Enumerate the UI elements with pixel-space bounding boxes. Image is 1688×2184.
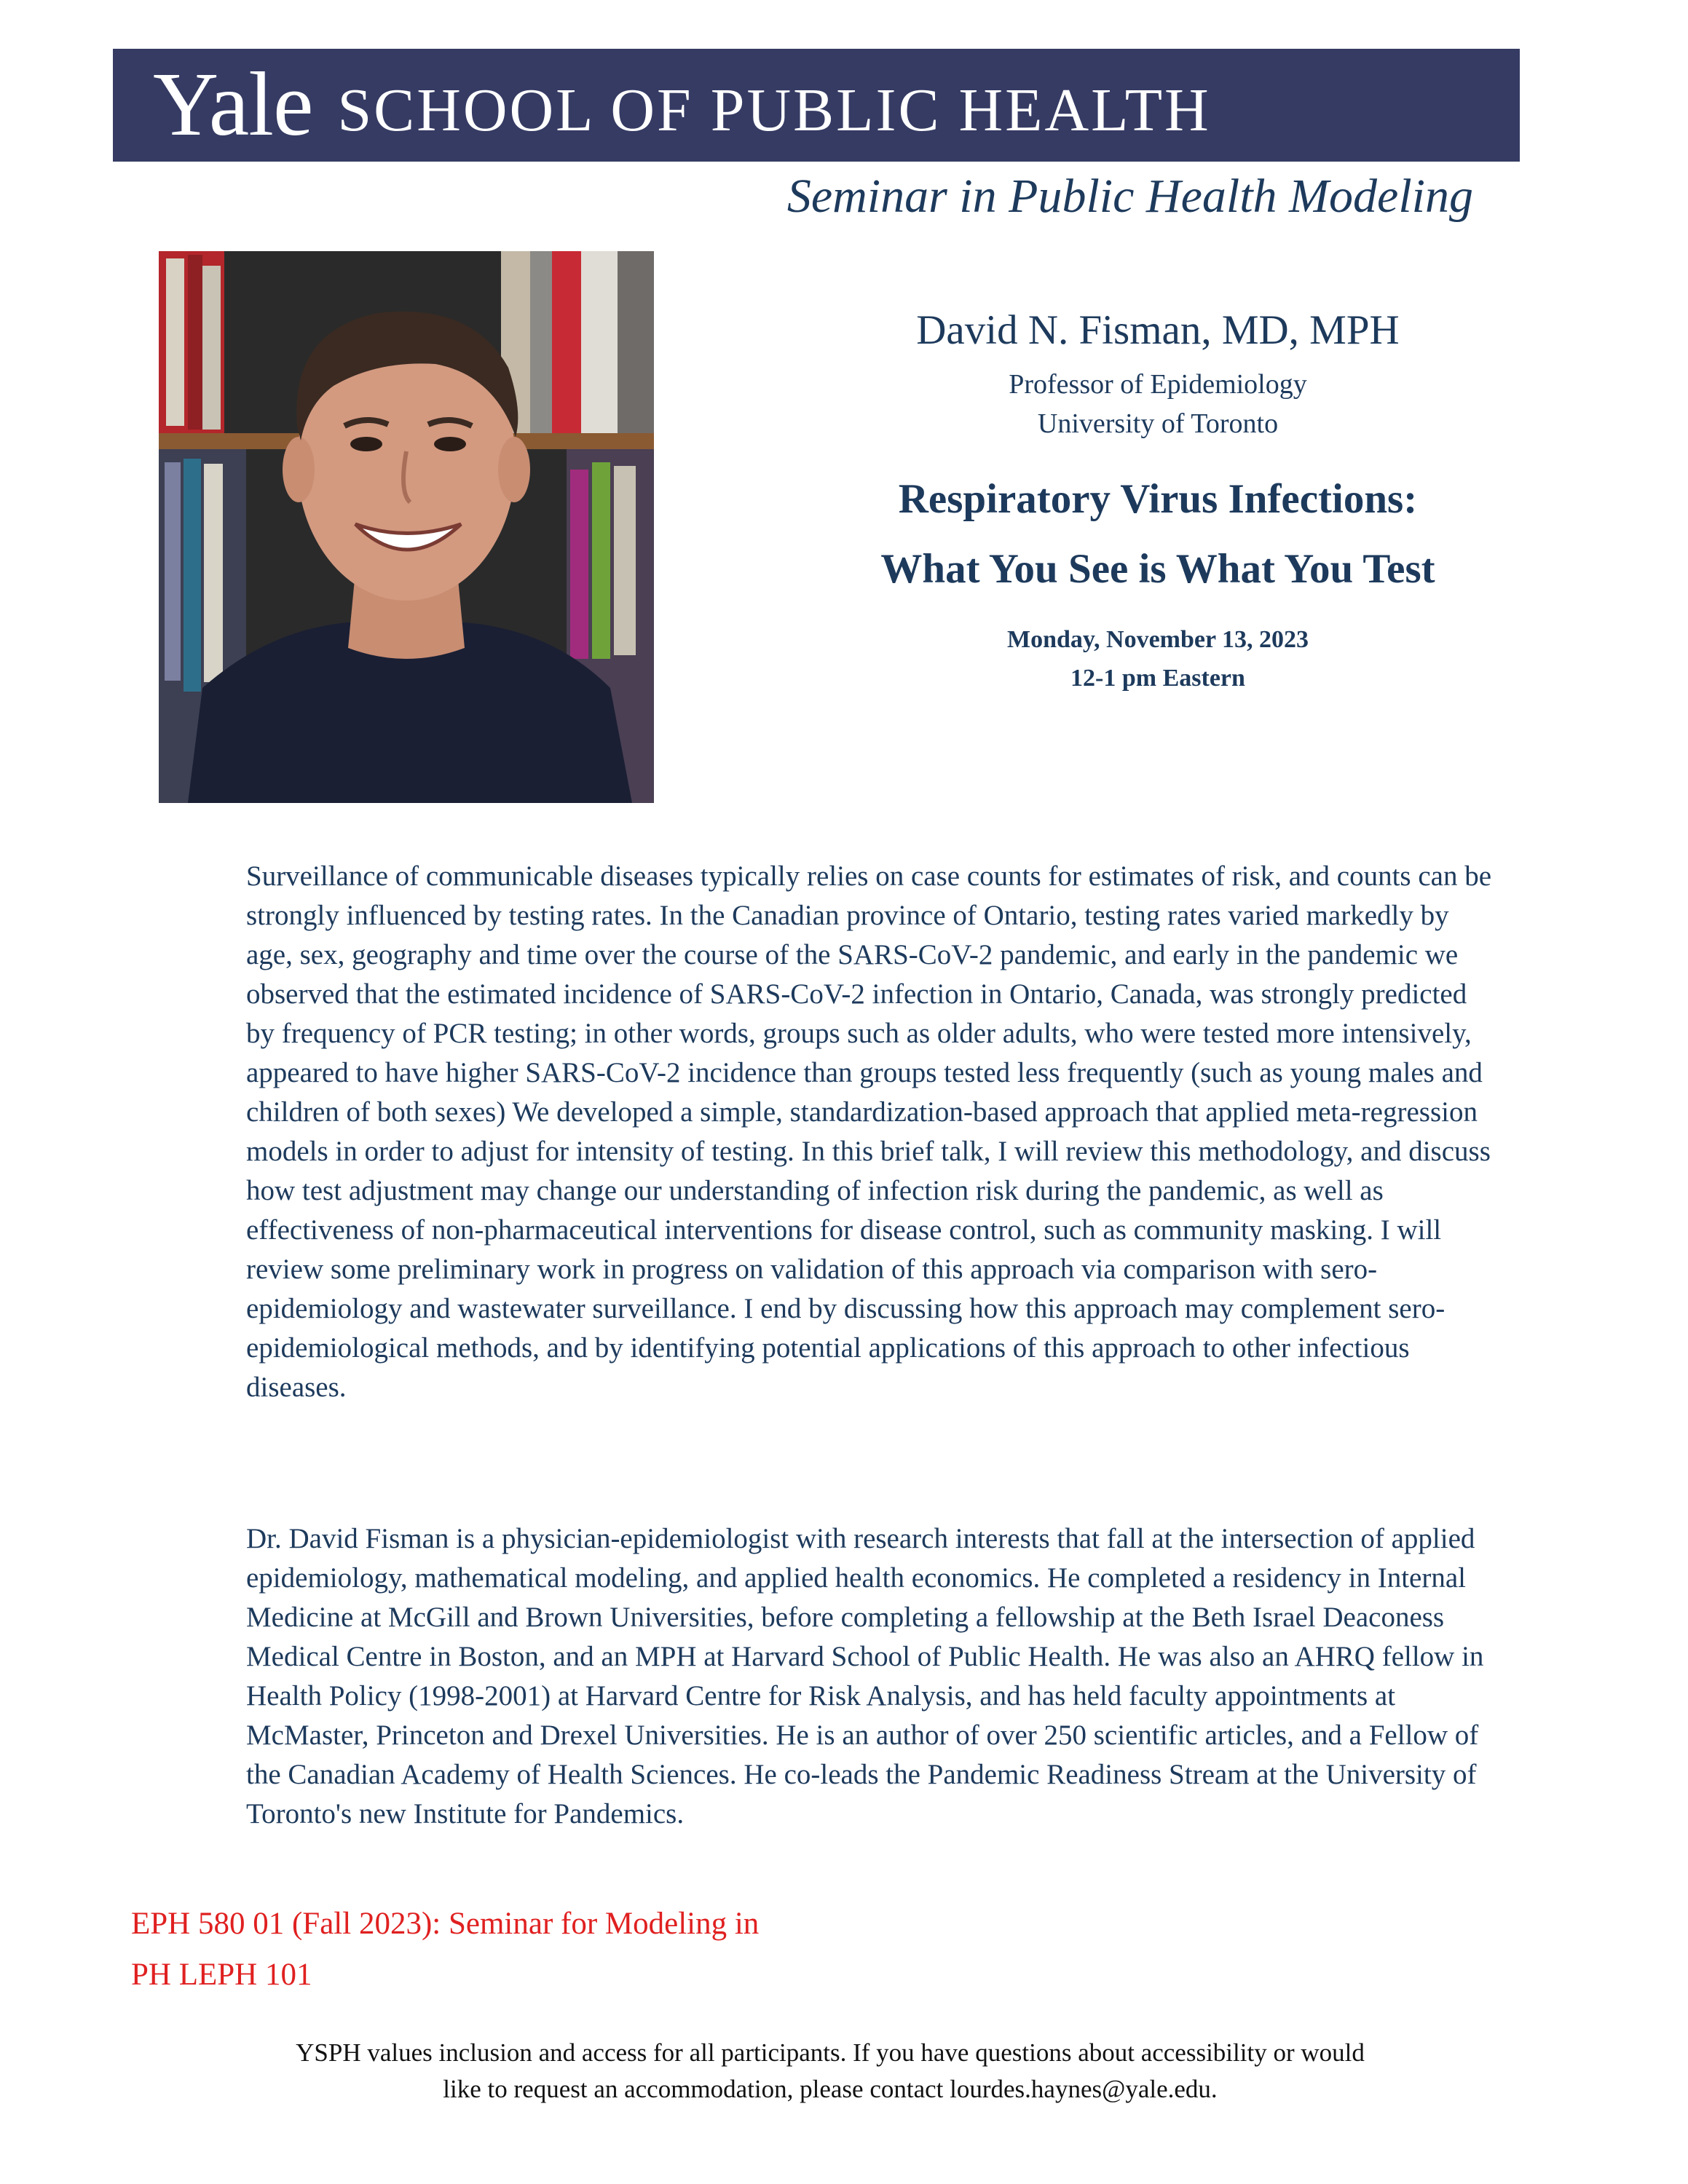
talk-title: [845, 472, 1471, 596]
speaker-info: [845, 306, 1471, 697]
talk-time: 12-1 pm Eastern: [1070, 664, 1245, 692]
school-name: SCHOOL OF PUBLIC HEALTH: [337, 76, 1211, 144]
speaker-bio: Dr. David Fisman is a physician-epidemiologist with research interests that fall at the intersection of applied epidemiology, mathematical modeling, and applied health economics. He completed a residency in Internal Medicine at McGill and Brown Universities, before completing a fellowship at the Beth Israel Deaconess Medical Centre in Boston, and an MPH at Harvard School of Public Health. He was also an AHRQ fellow in Health Policy (1998-2001) at Harvard Centre for Risk Analysis, and has held faculty appointments at McMaster, Princeton and Drexel Universities. He is an author of over 250 scientific articles, and a Fellow of the Canadian Academy of Health Sciences. He co-leads the Pandemic Readiness Stream at the University of Toronto's new Institute for Pandemics.: [246, 1523, 1484, 1829]
course-info-line2: PH LEPH 101: [131, 1958, 312, 1992]
talk-title-line2: What You See is What You Test: [880, 545, 1435, 592]
yale-wordmark: Yale: [153, 55, 313, 155]
speaker-name: David N. Fisman, MD, MPH: [916, 307, 1400, 353]
talk-title-line1: Respiratory Virus Infections:: [898, 475, 1418, 522]
speaker-role: Professor of Epidemiology: [1009, 369, 1307, 400]
course-info-line1: EPH 580 01 (Fall 2023): Seminar for Modeling in: [131, 1907, 760, 1941]
footer-line1: YSPH values inclusion and access for all participants. If you have questions about accessibility or would: [296, 2038, 1365, 2067]
talk-date: Monday, November 13, 2023: [1007, 625, 1309, 653]
speaker-photo: [159, 251, 654, 803]
accessibility-footer: [182, 2035, 1478, 2108]
speaker-organization: University of Toronto: [1037, 408, 1279, 439]
header-banner: [113, 49, 1520, 162]
seminar-series-title: Seminar in Public Health Modeling: [786, 170, 1473, 223]
talk-abstract: Surveillance of communicable diseases typically relies on case counts for estimates of risk, and counts can be strongly influenced by testing rates. In the Canadian province of Ontario, testing rates varied markedly by age, sex, geography and time over the course of the SARS-CoV-2 pandemic, and early in the pandemic we observed that the estimated incidence of SARS-CoV-2 infection in Ontario, Canada, was strongly predicted by frequency of PCR testing; in other words, groups such as older adults, who were tested more intensively, appeared to have higher SARS-CoV-2 incidence than groups tested less frequently (such as young males and children of both sexes) We developed a simple, standardization-based approach that applied meta-regression models in order to adjust for intensity of testing. In this brief talk, I will review this methodology, and discuss how test adjustment may change our understanding of infection risk during the pandemic, as well as effectiveness of non-pharmaceutical interventions for disease control, such as community masking. I will review some preliminary work in progress on validation of this approach via comparison with sero-epidemiology and wastewater surveillance. I end by discussing how this approach may complement sero-epidemiological methods, and by identifying potential applications of this approach to other infectious diseases.: [246, 860, 1492, 1403]
footer-line2: like to request an accommodation, please contact lourdes.haynes@yale.edu.: [443, 2075, 1218, 2103]
